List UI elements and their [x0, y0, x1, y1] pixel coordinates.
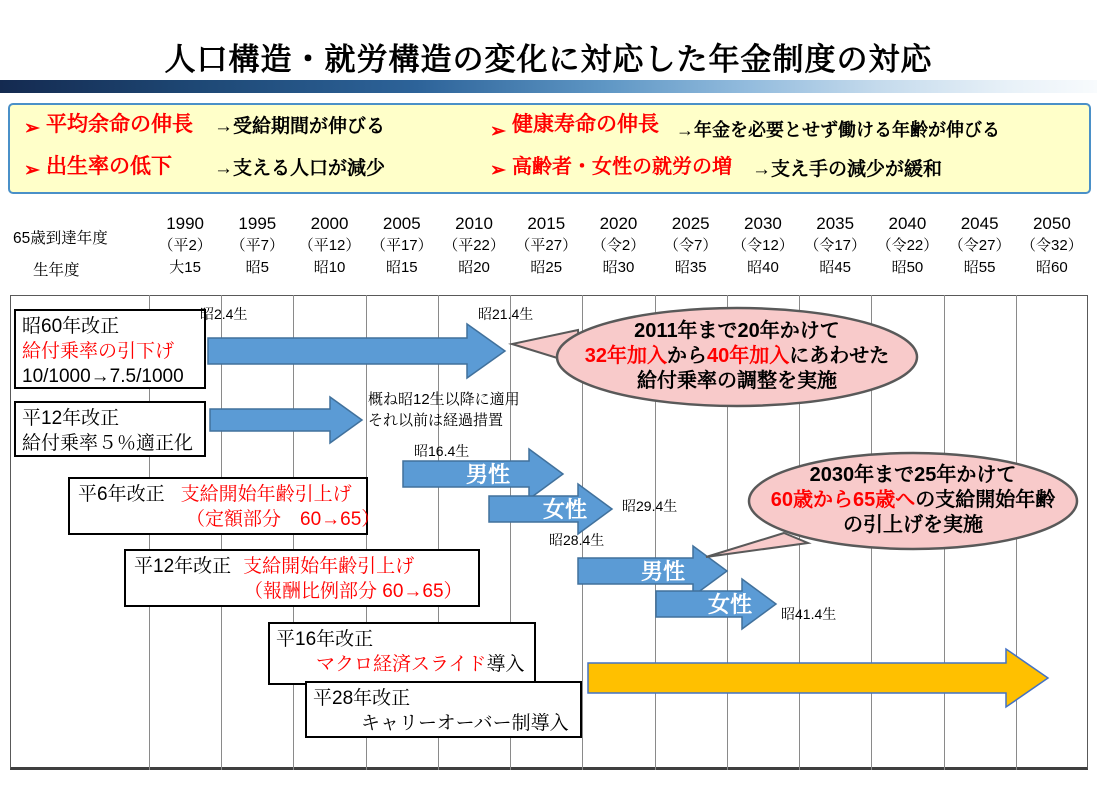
birth-era-label: 昭25	[530, 259, 563, 276]
bubble-line	[745, 488, 1081, 513]
year-label: 2010	[455, 214, 493, 233]
bubble-line	[551, 344, 923, 369]
era-label: （平2）	[158, 237, 212, 254]
page-title: 人口構造・就労構造の変化に対応した年金制度の対応	[164, 42, 933, 77]
era-label: （平22）	[443, 237, 505, 254]
factor-label: 平均余命の伸長	[46, 113, 193, 136]
year-label: 1990	[166, 214, 205, 233]
birth-era-label: 大15	[169, 259, 201, 276]
transition-note	[368, 389, 520, 431]
text-segment: 60歳から65歳へ	[770, 489, 916, 511]
text-segment: 給付乗率の引下げ	[22, 341, 175, 362]
text-segment: から	[667, 345, 707, 367]
bubble-line	[745, 463, 1081, 488]
factor-label: 出生率の低下	[46, 155, 172, 178]
box-line	[132, 554, 474, 579]
era-label: （平7）	[230, 237, 284, 254]
text-segment: 平16年改正	[276, 629, 374, 650]
birth-gen-label: 昭2.4生	[200, 306, 248, 322]
era-label: （令27）	[948, 237, 1011, 254]
bubble-line	[551, 319, 923, 344]
text-segment: （定額部分 60→65）	[186, 509, 381, 530]
era-label: （平12）	[298, 237, 361, 254]
era-label: （令32）	[1021, 237, 1083, 254]
factor-desc: →支える人口が減少	[214, 158, 386, 179]
factor-bullet-icon: ➢	[24, 160, 40, 181]
text-segment: 導入	[486, 654, 525, 675]
year-label: 2005	[382, 214, 421, 233]
birth-era-label: 昭45	[819, 259, 852, 276]
birth-era-label: 昭50	[891, 259, 924, 276]
birth-era-label: 昭20	[458, 259, 490, 276]
birth-era-label: 昭55	[963, 259, 996, 276]
box-line	[76, 507, 381, 532]
bubble-line	[551, 369, 923, 394]
note-line: 概ね昭12生以降に適用	[368, 391, 520, 408]
box-line	[76, 482, 362, 507]
reform-box-h12-rate-reform	[14, 401, 206, 457]
birth-gen-label: 昭21.4生	[478, 306, 534, 322]
birth-era-label: 昭10	[313, 259, 346, 276]
reform-box-h16-reform	[268, 622, 536, 685]
year-label: 2000	[310, 214, 349, 233]
era-label: （令12）	[732, 237, 794, 254]
era-label: （令2）	[591, 237, 646, 254]
era-label: （平27）	[515, 237, 578, 254]
era-label: （令17）	[804, 237, 867, 254]
box-line	[22, 406, 200, 431]
text-segment: 10/1000→7.5/1000	[22, 366, 184, 387]
text-segment: 昭60年改正	[22, 316, 120, 337]
box-line	[22, 431, 200, 456]
era-label: （令22）	[876, 237, 939, 254]
text-segment: の支給開始年齢	[915, 489, 1056, 511]
text-segment: 40年加入	[707, 345, 790, 367]
text-segment: マクロ経済スライド	[316, 654, 487, 675]
reform-box-h6-reform	[68, 477, 381, 535]
factor-desc: →受給期間が伸びる	[214, 116, 386, 137]
note-line: それ以前は経過措置	[368, 412, 504, 429]
blue-arrow	[210, 397, 362, 443]
factor-bullet-icon: ➢	[490, 121, 506, 142]
box-line	[276, 627, 530, 652]
text-segment: 平28年改正	[313, 688, 411, 709]
year-label: 2025	[671, 214, 710, 233]
orange-arrow	[588, 649, 1048, 707]
text-segment: 平12年改正	[134, 556, 232, 577]
text-segment: 2030年まで25年かけて	[809, 464, 1017, 486]
year-label: 2045	[960, 214, 999, 233]
bubble-text-rate-adjustment-bubble	[551, 319, 923, 394]
text-segment: 給付乗率５％適正化	[22, 433, 194, 454]
era-label: （平17）	[370, 237, 433, 254]
year-label: 2035	[816, 214, 855, 233]
box-line	[22, 339, 200, 364]
arrow-gender-label: 男性	[466, 462, 511, 487]
text-segment: 平6年改正	[78, 484, 165, 505]
year-label: 1995	[238, 214, 277, 233]
birth-era-label: 昭60	[1036, 259, 1068, 276]
text-segment: 支給開始年齢引上げ	[180, 484, 352, 505]
arrow-gender-label: 女性	[708, 592, 753, 617]
text-segment: の引上げを実施	[843, 514, 983, 536]
birth-era-label: 昭15	[385, 259, 418, 276]
text-segment: 給付乗率の調整を実施	[637, 370, 837, 392]
bubble-line	[745, 513, 1081, 538]
reform-box-h28-reform	[305, 681, 582, 738]
text-segment: 2011年まで20年かけて	[634, 320, 840, 342]
birth-gen-label: 昭41.4生	[781, 606, 837, 622]
year-label: 2030	[744, 214, 782, 233]
factor-bullet-icon: ➢	[490, 160, 506, 181]
box-line	[313, 711, 576, 736]
year-label: 2020	[599, 214, 638, 233]
bubble-text-age-raise-bubble	[745, 463, 1081, 538]
blue-arrow	[208, 324, 505, 378]
birth-era-label: 昭5	[245, 259, 269, 276]
birth-era-label: 昭35	[674, 259, 707, 276]
axis-label-birth-year: 生年度	[33, 262, 80, 279]
text-segment: 32年加入	[584, 345, 667, 367]
birth-gen-label: 昭16.4生	[414, 443, 470, 459]
text-segment: 支給開始年齢引上げ	[243, 556, 415, 577]
era-label: （令7）	[664, 237, 718, 254]
factor-label: 高齢者・女性の就労の増	[512, 156, 732, 178]
birth-gen-label: 昭28.4生	[549, 532, 605, 548]
box-line	[22, 364, 200, 389]
box-line	[132, 579, 474, 604]
axis-label-age65: 65歳到達年度	[13, 230, 108, 247]
year-label: 2050	[1032, 214, 1071, 233]
text-segment: キャリーオーバー制導入	[361, 713, 569, 734]
factor-desc: →年金を必要とせず働ける年齢が伸びる	[676, 120, 1000, 140]
factor-label: 健康寿命の伸長	[512, 113, 659, 136]
year-label: 2040	[888, 214, 927, 233]
birth-gen-label: 昭29.4生	[622, 498, 678, 514]
text-segment: 平12年改正	[22, 408, 120, 429]
year-label: 2015	[527, 214, 566, 233]
text-segment: （報酬比例部分 60→65）	[244, 581, 463, 602]
reform-box-h12-age-reform	[124, 549, 480, 607]
factor-bullet-icon: ➢	[24, 118, 40, 139]
arrow-gender-label: 男性	[641, 559, 686, 584]
birth-era-label: 昭40	[747, 259, 779, 276]
reform-box-s60-reform	[14, 309, 206, 389]
box-line	[313, 686, 576, 711]
birth-era-label: 昭30	[602, 259, 635, 276]
box-line	[22, 314, 200, 339]
text-segment: にあわせた	[789, 345, 890, 367]
arrow-gender-label: 女性	[543, 497, 588, 522]
factor-desc: →支え手の減少が緩和	[752, 159, 943, 180]
box-line	[276, 652, 530, 677]
